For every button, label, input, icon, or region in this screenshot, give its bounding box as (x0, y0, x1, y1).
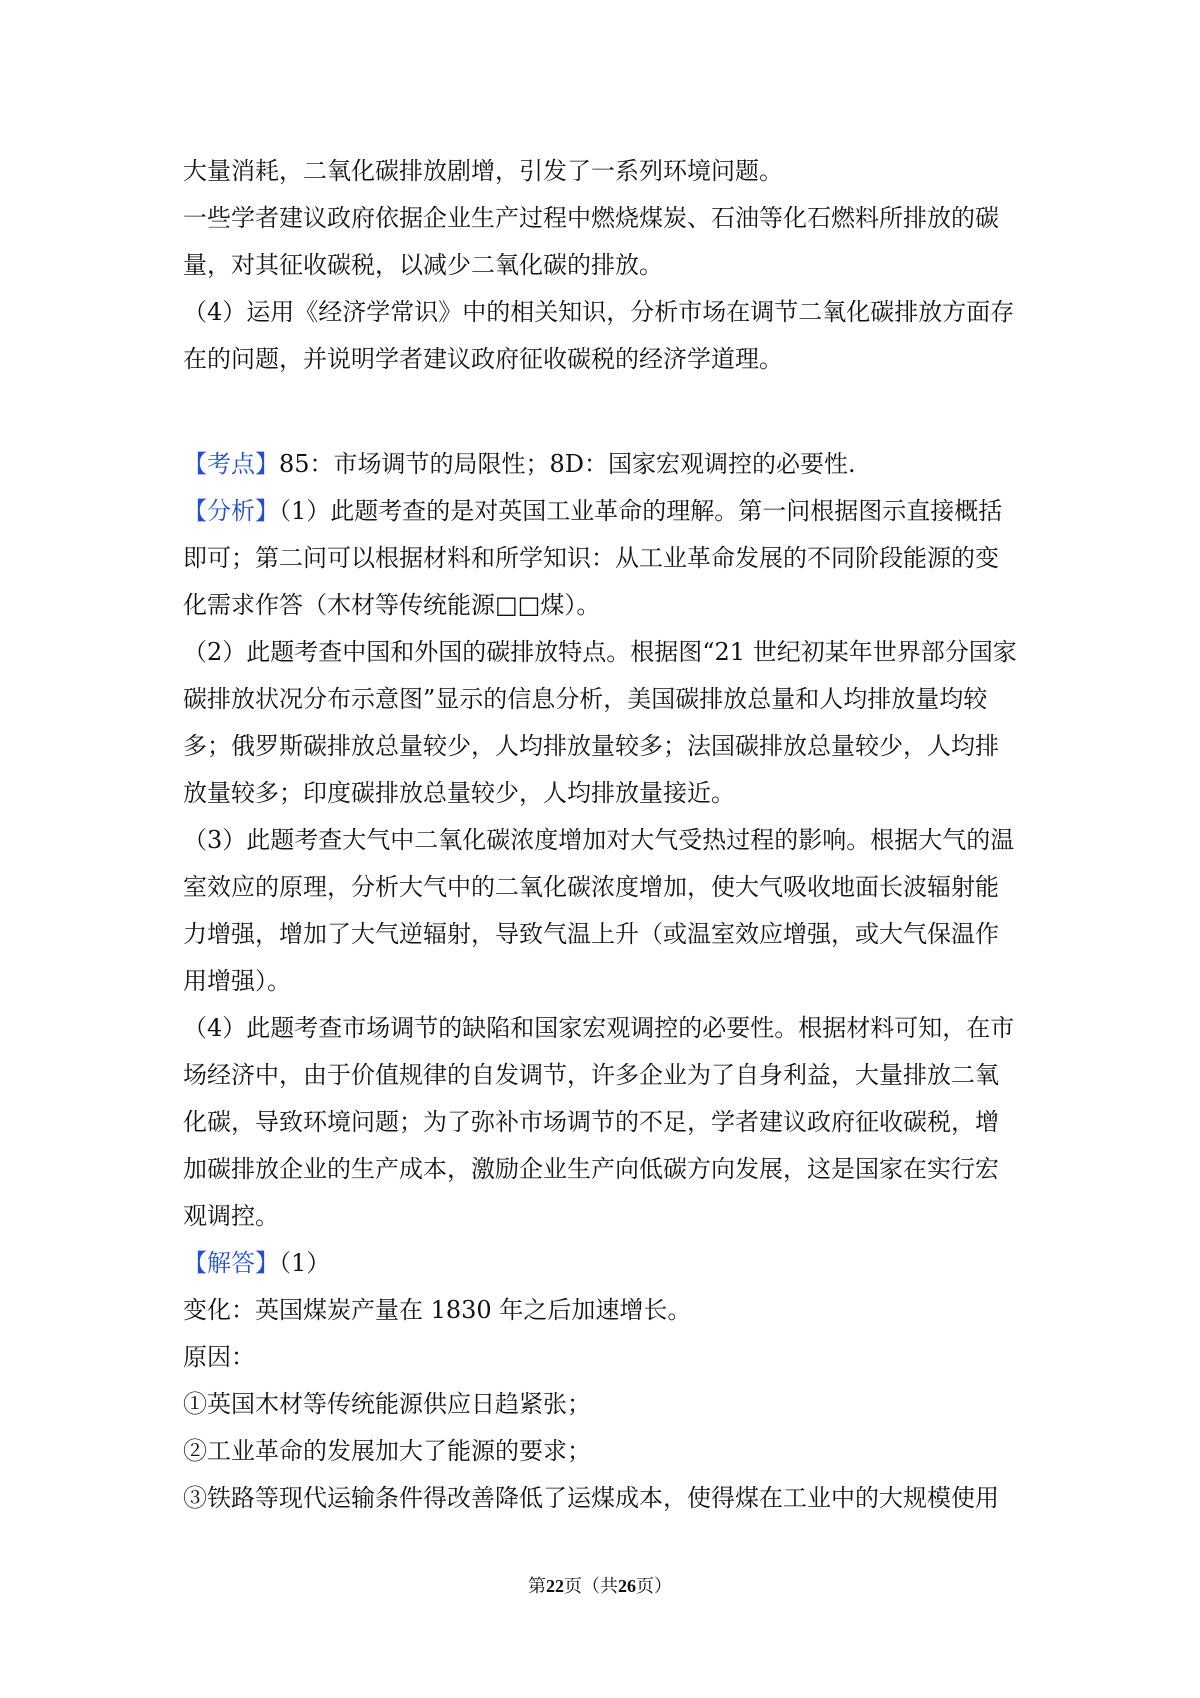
footer-prefix: 第 (528, 1576, 546, 1596)
jieda-line: ③铁路等现代运输条件得改善降低了运煤成本，使得煤在工业中的大规模使用 (183, 1484, 999, 1512)
question-4-line: 在的问题，并说明学者建议政府征收碳税的经济学道理。 (183, 345, 783, 373)
page-number: 22 (546, 1576, 564, 1596)
footer-mid: 页（共 (564, 1576, 618, 1596)
footer-suffix: 页） (636, 1576, 672, 1596)
intro-line: 大量消耗，二氧化碳排放剧增，引发了一系列环境问题。 (183, 157, 783, 185)
fenxi-line: 场经济中，由于价值规律的自发调节，许多企业为了自身利益，大量排放二氧 (183, 1061, 999, 1089)
kaodian-line (183, 441, 1023, 488)
fenxi-text: （1）此题考查的是对英国工业革命的理解。第一问根据图示直接概括 (279, 497, 1003, 525)
fenxi-line: 多；俄罗斯碳排放总量较少，人均排放量较多；法国碳排放总量较少，人均排 (183, 732, 999, 760)
fenxi-line (183, 488, 1023, 535)
jieda-tag: 【解答】 (183, 1249, 279, 1277)
fenxi-line: 即可；第二问可以根据材料和所学知识：从工业革命发展的不同阶段能源的变 (183, 544, 999, 572)
jieda-line (183, 1240, 1023, 1287)
fenxi-line: 用增强）。 (183, 967, 291, 995)
page-footer (0, 1572, 1200, 1598)
fenxi-line: （2）此题考查中国和外国的碳排放特点。根据图“21 世纪初某年世界部分国家 (183, 638, 1017, 666)
fenxi-line: （4）此题考查市场调节的缺陷和国家宏观调控的必要性。根据材料可知，在市 (183, 1014, 1015, 1042)
fenxi-line: 化需求作答（木材等传统能源□□煤）。 (183, 591, 601, 619)
jieda-line: ①英国木材等传统能源供应日趋紧张； (183, 1390, 591, 1418)
intro-line: 一些学者建议政府依据企业生产过程中燃烧煤炭、石油等化石燃料所排放的碳 (183, 204, 999, 232)
fenxi-tag: 【分析】 (183, 497, 279, 525)
fenxi-line: 力增强，增加了大气逆辐射，导致气温上升（或温室效应增强，或大气保温作 (183, 920, 999, 948)
jieda-line: ②工业革命的发展加大了能源的要求； (183, 1437, 591, 1465)
jieda-text: （1） (279, 1249, 331, 1277)
total-pages: 26 (618, 1576, 636, 1596)
kaodian-text: 85：市场调节的局限性；8D：国家宏观调控的必要性. (279, 450, 856, 478)
page-content (183, 148, 1023, 1522)
fenxi-line: 碳排放状况分布示意图”显示的信息分析，美国碳排放总量和人均排放量均较 (183, 685, 988, 713)
question-4-line: （4）运用《经济学常识》中的相关知识，分析市场在调节二氧化碳排放方面存 (183, 298, 1015, 326)
fenxi-line: 室效应的原理，分析大气中的二氧化碳浓度增加，使大气吸收地面长波辐射能 (183, 873, 999, 901)
fenxi-line: 放量较多；印度碳排放总量较少，人均排放量接近。 (183, 779, 735, 807)
kaodian-tag: 【考点】 (183, 450, 279, 478)
fenxi-line: 化碳，导致环境问题；为了弥补市场调节的不足，学者建议政府征收碳税，增 (183, 1108, 999, 1136)
fenxi-line: （3）此题考查大气中二氧化碳浓度增加对大气受热过程的影响。根据大气的温 (183, 826, 1015, 854)
fenxi-line: 加碳排放企业的生产成本，激励企业生产向低碳方向发展，这是国家在实行宏 (183, 1155, 999, 1183)
jieda-line: 变化：英国煤炭产量在 1830 年之后加速增长。 (183, 1296, 692, 1324)
fenxi-line: 观调控。 (183, 1202, 279, 1230)
section-gap (183, 383, 1023, 441)
jieda-line: 原因： (183, 1343, 255, 1371)
intro-line: 量，对其征收碳税，以减少二氧化碳的排放。 (183, 251, 663, 279)
